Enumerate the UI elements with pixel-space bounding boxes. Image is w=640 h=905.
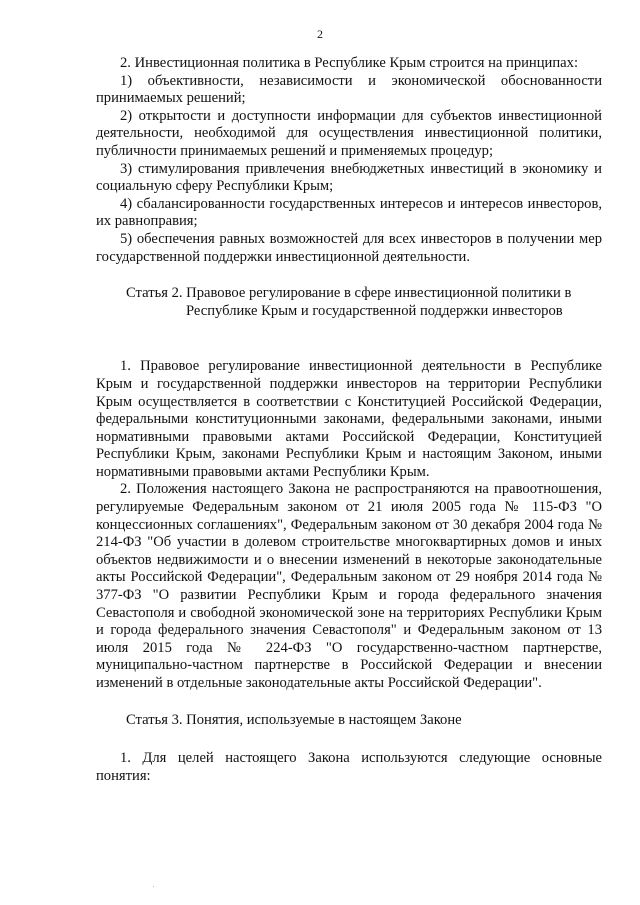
article3-paragraph-1: 1. Для целей настоящего Закона используются следующие основные понятия: [96, 750, 602, 784]
article3-heading: Статья 3. Понятия, используемые в настоящем Законе [126, 711, 462, 728]
document-body [96, 55, 602, 785]
section2-intro: 2. Инвестиционная политика в Республике Крым строится на принципах: [120, 55, 578, 71]
principle-3: 3) стимулирования привлечения внебюджетных инвестиций в экономику и социальную сферу Республики Крым; [96, 160, 602, 195]
article2-paragraph-1: 1. Правовое регулирование инвестиционной деятельности в Республике Крым и государственной поддержки инвесторов на территории Республики Крым осуществляется в соответствии с Конституцией Российской Федерации, федеральными конституционными законами, федеральными законами, иными нормативными правовыми актами Российской Федерации, Конституцией Республики Крым, законами Республики Крым и настоящим Законом, иными нормативными правовыми актами Республики Крым. [96, 358, 602, 480]
scan-speck [153, 886, 154, 887]
principle-4: 4) сбалансированности государственных интересов и интересов инвесторов, их равноправия; [96, 195, 602, 230]
principle-1: 1) объективности, независимости и экономической обоснованности принимаемых решений; [96, 72, 602, 107]
article2-heading: Статья 2. Правовое регулирование в сфере инвестиционной политики в Республике Крым и государственной поддержки инвесторов [126, 285, 572, 319]
principle-5: 5) обеспечения равных возможностей для всех инвесторов в получении мер государственной поддержки инвестиционной деятельности. [96, 230, 602, 265]
article2-paragraph-2: 2. Положения настоящего Закона не распространяются на правоотношения, регулируемые Федеральным законом от 21 июля 2005 года № 115-ФЗ "О концессионных соглашениях", Федеральным законом от 30 декабря 2004 года № 214-ФЗ "Об участии в долевом строительстве многоквартирных домов и иных объектов недвижимости и о внесении изменений в некоторые законодательные акты Российской Федерации", Федеральным законом от 29 ноября 2014 года № 377-ФЗ "О развитии Республики Крым и города федерального значения Севастополя и свободной экономической зоне на территориях Республики Крым и города федерального значения Севастополя" и Федеральным законом от 13 июля 2015 года № 224-ФЗ "О государственно-частном партнерстве, муниципально-частном партнерстве в Российской Федерации и внесении изменений в отдельные законодательные акты Российской Федерации". [96, 481, 602, 691]
principle-2: 2) открытости и доступности информации для субъектов инвестиционной деятельности, необходимой для осуществления инвестиционной политики, публичности принимаемых решений и применяемых процедур; [96, 107, 602, 159]
page-number: 2 [317, 27, 323, 41]
